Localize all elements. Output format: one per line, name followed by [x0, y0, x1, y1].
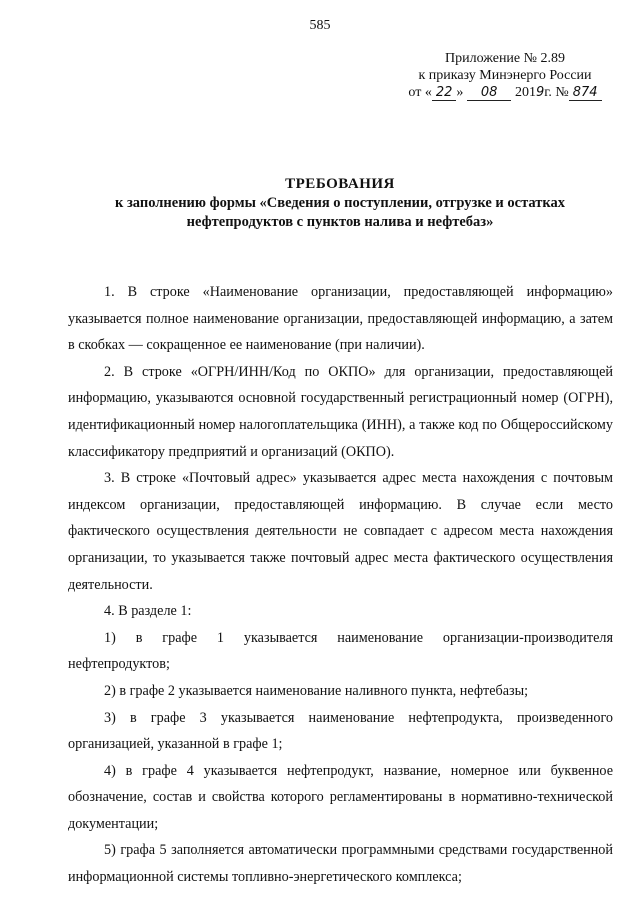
appendix-date-line — [395, 84, 615, 101]
title-main: ТРЕБОВАНИЯ — [285, 176, 395, 192]
paragraph-3: 3. В строке «Почтовый адрес» указывается адрес места нахождения с почтовым индексом организации, предоставляющей информацию. В случае если место фактического осуществления деятельности не совпадает с адресом места нахождения организации, то указывается также почтовый адрес места фактического осуществления деятельности. — [68, 470, 613, 593]
paragraph-4-item-4: 4) в графе 4 указывается нефтепродукт, название, номерное или буквенное обозначение, состав и свойства которого регламентированы в нормативно-технической документации; — [68, 762, 613, 832]
order-number: 874 — [569, 86, 602, 101]
appendix-order-ref: к приказу Минэнерго России — [418, 68, 592, 83]
title-subtitle-line1: к заполнению формы «Сведения о поступлении, отгрузке и остатках — [114, 195, 566, 211]
date-day: 22 — [432, 86, 457, 101]
date-month: 08 — [467, 86, 512, 101]
page-number: 585 — [309, 18, 331, 33]
paragraph-4-item-2: 2) в графе 2 указывается наименование наливного пункта, нефтебазы; — [104, 682, 529, 699]
requirements-body — [68, 279, 613, 891]
paragraph-1: 1. В строке «Наименование организации, предоставляющей информацию» указывается полное наименование организации, предоставляющей информацию, а затем в скобках — сокращенное ее наименование (при наличии). — [68, 284, 613, 354]
appendix-block — [395, 50, 615, 101]
date-year-suffix: г. № — [544, 85, 569, 100]
paragraph-4-item-5: 5) графа 5 заполняется автоматически программными средствами государственной информационной системы топливно-энергетического комплекса; — [68, 842, 613, 886]
date-year-digit: 9 — [535, 85, 545, 100]
date-prefix: от « — [408, 85, 432, 100]
paragraph-2: 2. В строке «ОГРН/ИНН/Код по ОКПО» для организации, предоставляющей информацию, указываются основной государственный регистрационный номер (ОГРН), идентификационный номер налогоплательщика (ИНН), а также код по Общероссийскому классификатору предприятий и организаций (ОКПО). — [68, 363, 613, 460]
appendix-title: Приложение № 2.89 — [445, 51, 565, 66]
date-year-prefix: 201 — [514, 85, 536, 100]
paragraph-4-item-3: 3) в графе 3 указывается наименование нефтепродукта, произведенного организацией, указанной в графе 1; — [68, 709, 613, 753]
title-subtitle-line2: нефтепродуктов с пунктов налива и нефтебаз» — [186, 214, 494, 230]
date-day-suffix: » — [456, 85, 464, 100]
paragraph-4-item-1: 1) в графе 1 указывается наименование организации-производителя нефтепродуктов; — [68, 629, 613, 673]
document-title — [60, 175, 620, 232]
paragraph-4: 4. В разделе 1: — [104, 603, 192, 620]
